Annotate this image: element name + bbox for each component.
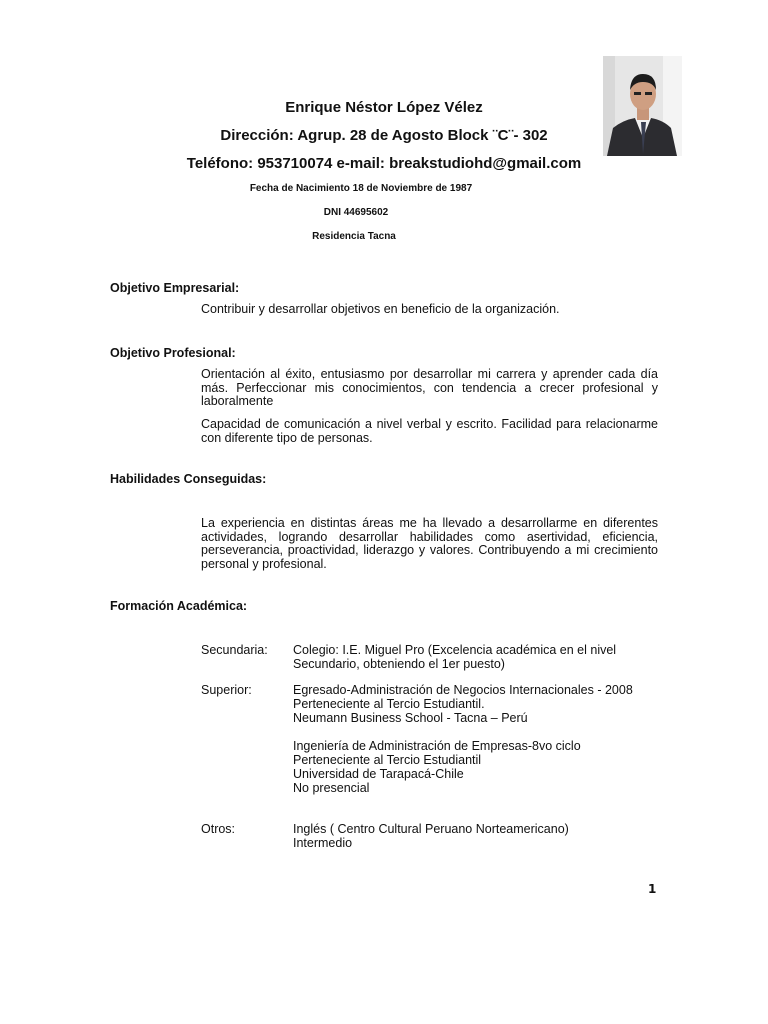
superior-line: Egresado-Administración de Negocios Internacionales - 2008 [293, 683, 633, 697]
dni: DNI 44695602 [323, 207, 389, 218]
objetivo-profesional-paragraph-2: Capacidad de comunicación a nivel verbal y escrito. Facilidad para relacionarme con diferente tipo de personas. [201, 417, 658, 445]
section-title-objetivo-profesional: Objetivo Profesional: [110, 346, 236, 360]
otros-line: Inglés ( Centro Cultural Peruano Norteamericano) [293, 822, 569, 836]
superior-line: Neumann Business School - Tacna – Perú [293, 711, 528, 725]
superior-line: No presencial [293, 781, 370, 795]
otros-details [293, 822, 569, 850]
objetivo-profesional-paragraph-1: Orientación al éxito, entusiasmo por desarrollar mi carrera y aprender cada día más. Perfeccionar mis conocimientos, con tendencia a crecer profesional y laboralmente [201, 367, 658, 409]
section-title-objetivo-empresarial: Objetivo Empresarial: [110, 281, 240, 295]
contact-heading: Teléfono: 953710074 e-mail: breakstudiohd@gmail.com [186, 155, 582, 172]
secundaria-line: Colegio: I.E. Miguel Pro (Excelencia académica en el nivel [293, 643, 617, 657]
section-title-formacion: Formación Académica: [110, 599, 248, 613]
superior-line: Perteneciente al Tercio Estudiantil. [293, 697, 485, 711]
habilidades-text: La experiencia en distintas áreas me ha llevado a desarrollarme en diferentes actividades, logrando desarrollar habilidades como asertividad, eficiencia, perseverancia, proactividad, liderazgo y valores. Contribuyendo a mi crecimiento personal y profesional. [201, 516, 658, 571]
superior-line: Universidad de Tarapacá-Chile [293, 767, 464, 781]
objetivo-empresarial-text: Contribuir y desarrollar objetivos en beneficio de la organización. [201, 302, 560, 316]
secundaria-line: Secundario, obteniendo el 1er puesto) [293, 657, 505, 671]
superior-line: Perteneciente al Tercio Estudiantil [293, 753, 482, 767]
name-heading: Enrique Néstor López Vélez [285, 99, 483, 116]
label-secundaria: Secundaria: [201, 643, 268, 657]
section-title-habilidades: Habilidades Conseguidas: [110, 472, 267, 486]
superior-details-a [293, 683, 633, 725]
label-superior: Superior: [201, 683, 252, 697]
birth-date: Fecha de Nacimiento 18 de Noviembre de 1987 [249, 183, 473, 194]
secundaria-details [293, 643, 616, 671]
otros-line: Intermedio [293, 836, 353, 850]
superior-line: Ingeniería de Administración de Empresas-8vo ciclo [293, 739, 581, 753]
superior-details-b [293, 739, 581, 795]
label-otros: Otros: [201, 822, 236, 836]
residence: Residencia Tacna [312, 231, 396, 242]
page-number: 1 [648, 882, 657, 896]
address-heading: Dirección: Agrup. 28 de Agosto Block ¨C¨- 302 [220, 127, 548, 144]
